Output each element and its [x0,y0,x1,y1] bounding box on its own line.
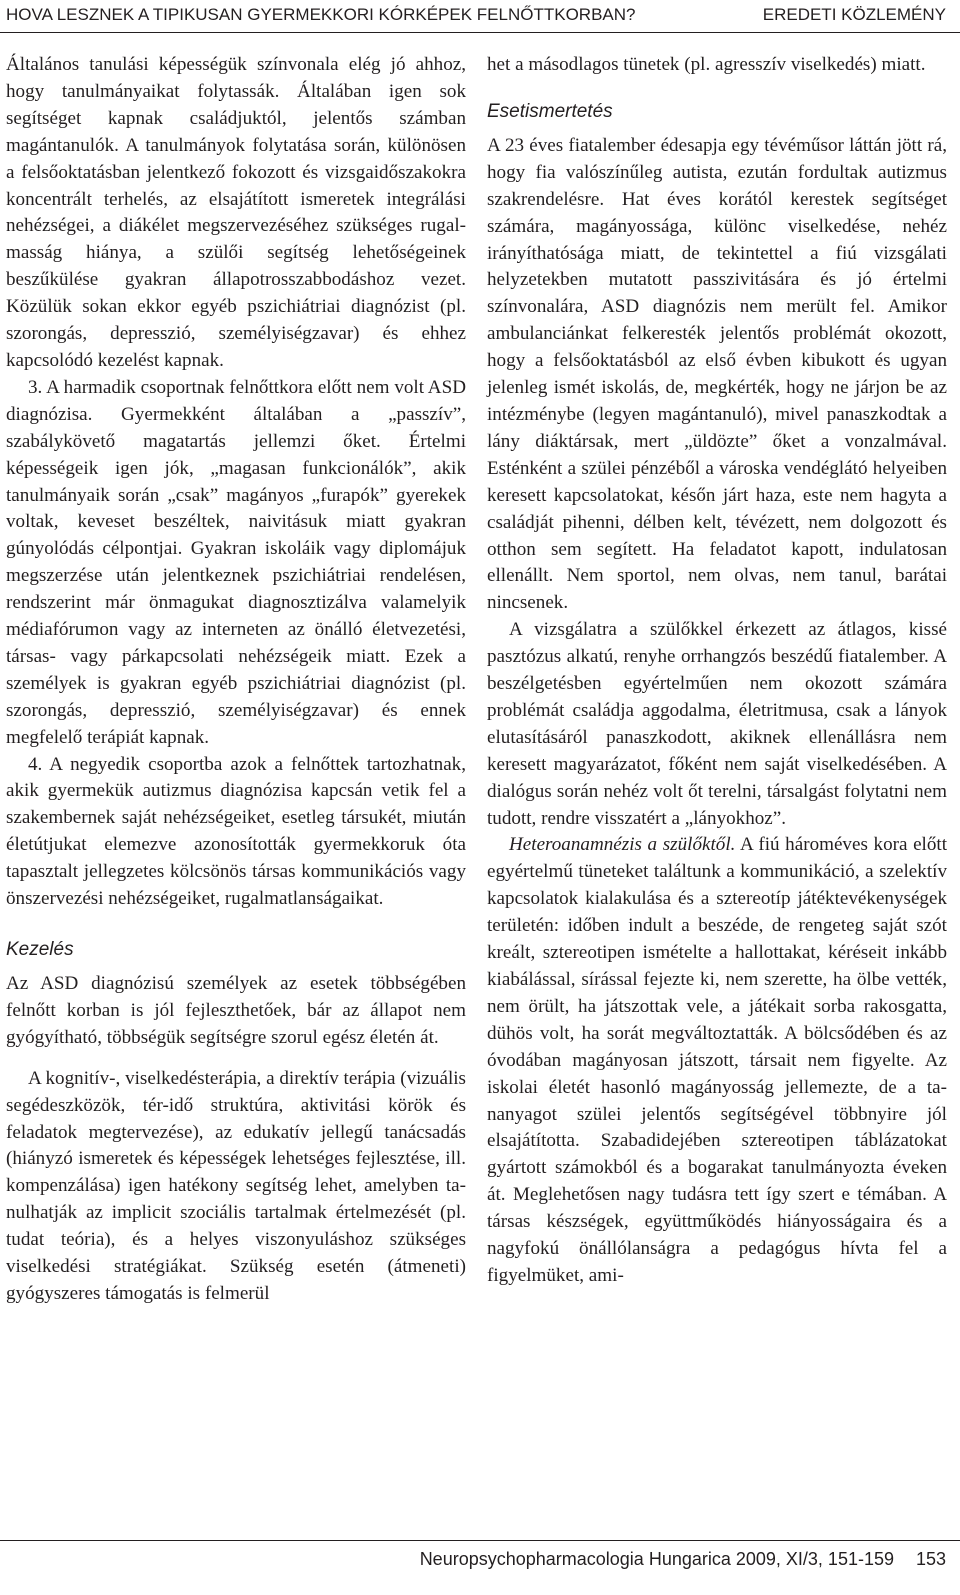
footer-rule [0,1540,960,1541]
paragraph-group-4: 4. A negyedik csoportba azok a felnőttek tartozhatnak, akik gyermekük autizmus diagnózisa kapcsán vetik fel a szakembernek saját nehézségeiket, esetleg társukét, miután életútjukat elemezve azonosították gyermekkoruk óta tapasztalt jellegzetes kölcsönös társas kommunikációs vagy önszervezési nehézségeiket, rugalmatlanságaikat. [6,753,466,910]
paragraph-continuation: het a másodlagos tünetek (pl. agresszív viselkedés) miatt. [487,54,926,75]
header-rule [0,32,960,33]
paragraph-case-history: A 23 éves fiatalember édesapja egy tévéműsor láttán jött rá, hogy fia valószínűleg autista, ezután fordultak autizmus szakrendelésre. Hat éves korától kerestek segítséget számára, magányossága, különc viselkedése, nehéz irányíthatósága miatt, de tekintettel a fiú vizsgálati helyzetekben mutatott passzivitására és jó értelmi színvonalára, ASD diagnózis nem merült fel. Amikor ambulanciánkat felkeresték jelentős problémát okozott, hogy a felsőoktatásból az első évben kibukott és ugyan jelenleg ismét iskolás, de, megkérték, hogy ne járjon be az intézménybe (legyen magántanuló), mivel panaszkodtak a lány diáktársak, mert „üldözte” őket a vonzalmával. Esténként a szülei pénzéből a városka vendéglátó helyeiben keresett kapcsolatokat, későn járt haza, este nem hagyta a családját pihenni, délben kelt, tévézett, nem dolgozott és otthon sem segített. Ha feladatot kapott, indulatosan ellenállt. Nem sportol, nem olvas, nem tanul, barátai nincsenek. [487,134,947,614]
paragraph-heteroanamnesis [487,832,947,1289]
section-heading-kezeles: Kezelés [6,939,74,960]
running-head [0,0,960,40]
running-head-section: EREDETI KÖZLEMÉNY [762,5,946,24]
heteroanamnesis-lead: Heteroanamnézis a szülőktől. [509,834,736,856]
paragraph-group-3: 3. A harmadik csoportnak felnőttkora előtt nem volt ASD diagnózisa. Gyermekként általában a „passzív”, szabálykövető magatartás jellemzi őket. Értelmi képességeik igen jók, „magasan funkcionálók”, akik tanulmányaik során „csak” magányos „furapók” gyerekek voltak, keveset beszéltek, naivitásuk miatt gyakran gúnyolódás célpontjai. Gyakran iskoláik vagy diplomájuk megszerzése után jelentkeznek pszichiátriai rendelésen, rendszerint már önmagukat diagnosztizálva valamelyik médiafórumon vagy az interneten az önálló életvezetési, társas- vagy párkapcsolati nehézségeik miatt. Ezek a személyek is gyakran egyéb pszichiátriai diagnózist (pl. szorongás, depresszió, személyiségzavar) és ennek megfelelő terápiát kapnak. [6,376,466,748]
journal-citation: Neuropsychopharmacologia Hungarica 2009, XI/3, 151-159 [419,1549,894,1569]
paragraph-examination: A vizsgálatra a szülőkkel érkezett az átlagos, kissé pasztózus alkatú, renyhe orrhangzós beszédű fiatalember. A beszélgetésben egyértelműen nem okozott számára problémát családja aggodalma, életritmusa, csak a lányok elutasításáról panaszkodott, akiknek ellenállásra nem keresett magyarázatot, főként nem saját viselkedésében. A dialógus során nehéz volt őt terelni, társalgást folytatni nem tudott, rendre visszatért a „lányokhoz”. [487,619,947,829]
paragraph-therapy-methods: A kognitív-, viselkedésterápia, a direktív terápia (vizuális segédeszközök, tér-idő struktúra, aktivitási körök és feladatok megtervezése), az edukatív jellegű tanácsadás (hiányzó ismeretek és képességek lehetséges fejlesztése, ill. kompenzálása) igen hatékony segítség lehet, amelyben tanulhatják az implicit szociális tartalmak értelmezését (pl. tudat teória), és a helyes viszonyuláshoz szükséges viselkedési stratégiákat. Szükség esetén (átmeneti) gyógyszeres támogatás is felmerül [6,1067,466,1304]
page-number: 153 [915,1549,946,1569]
right-column [487,52,947,1290]
left-column [6,52,466,1308]
paragraph-learning-abilities: Általános tanulási képességük színvonala elég jó ahhoz, hogy tanulmányaikat folytassák. Általában igen sok segítséget kapnak családjuktól, jelentős számban magántanulók. A tanulmányok folytatása során, különösen a felsőoktatásban jelentkező fokozott és vizsgaidőszakokra koncentrált terhelés, az elsajátított ismeretek integrálási nehézségei, a diákélet megszervezéséhez szükséges rugalmasság hiánya, a szülői segítség lehetőségeinek beszűkülése gyakran állapotrosszabbodáshoz vezet. Közülük sokan ekkor egyéb pszichiátriai diagnózist (pl. szorongás, depresszió, személyiségzavar) és ehhez kapcsolódó kezelést kapnak. [6,54,466,371]
section-heading-esetismertetes: Esetismertetés [487,100,613,122]
paragraph-treatment-intro: Az ASD diagnózisú személyek az esetek többségében felnőtt korban is jól fejleszthetőek, bár az állapot nem gyógyítható, többségük segítségre szorul egész életén át. [6,973,466,1048]
running-head-title: HOVA LESZNEK A TIPIKUSAN GYERMEKKORI KÓRKÉPEK FELNŐTTKORBAN? [6,5,636,24]
heteroanamnesis-text: A fiú hároméves kora előtt egyértelmű tüneteket találtunk a kommunikáció, a szelektív kapcsolatok kialakulása és a sztereotíp játéktevékenységek területén: időben indult a beszéde, de rengeteg saját szót kreált, sztereotipen ismételte a hallottakat, kéréseit inkább kiabálással, sírással fejezte ki, nem szerette, ha ölbe vették, nem örült, ha játszottak vele, a játékait sorba rakosgatta, dühös volt, ha sorát megváltoztatták. A bölcsődében és az óvodában magányosan játszott, társait nem figyelte. Az iskolai életét hasonló magányosság jellemezte, de a tananyagot szülei jelentős segítségével többnyire jól elsajátította. Szabadidejében sztereotipen táblázatokat gyártott számokból és a bogarakat tanulmányozta éveken át. Meglehetősen nagy tudásra tett így szert e témában. A társas készségek, együttműködés hiányosságaira és a nagyfokú önállólanságra a pedagógus hívta fel a figyelmüket, ami- [487,834,948,1286]
